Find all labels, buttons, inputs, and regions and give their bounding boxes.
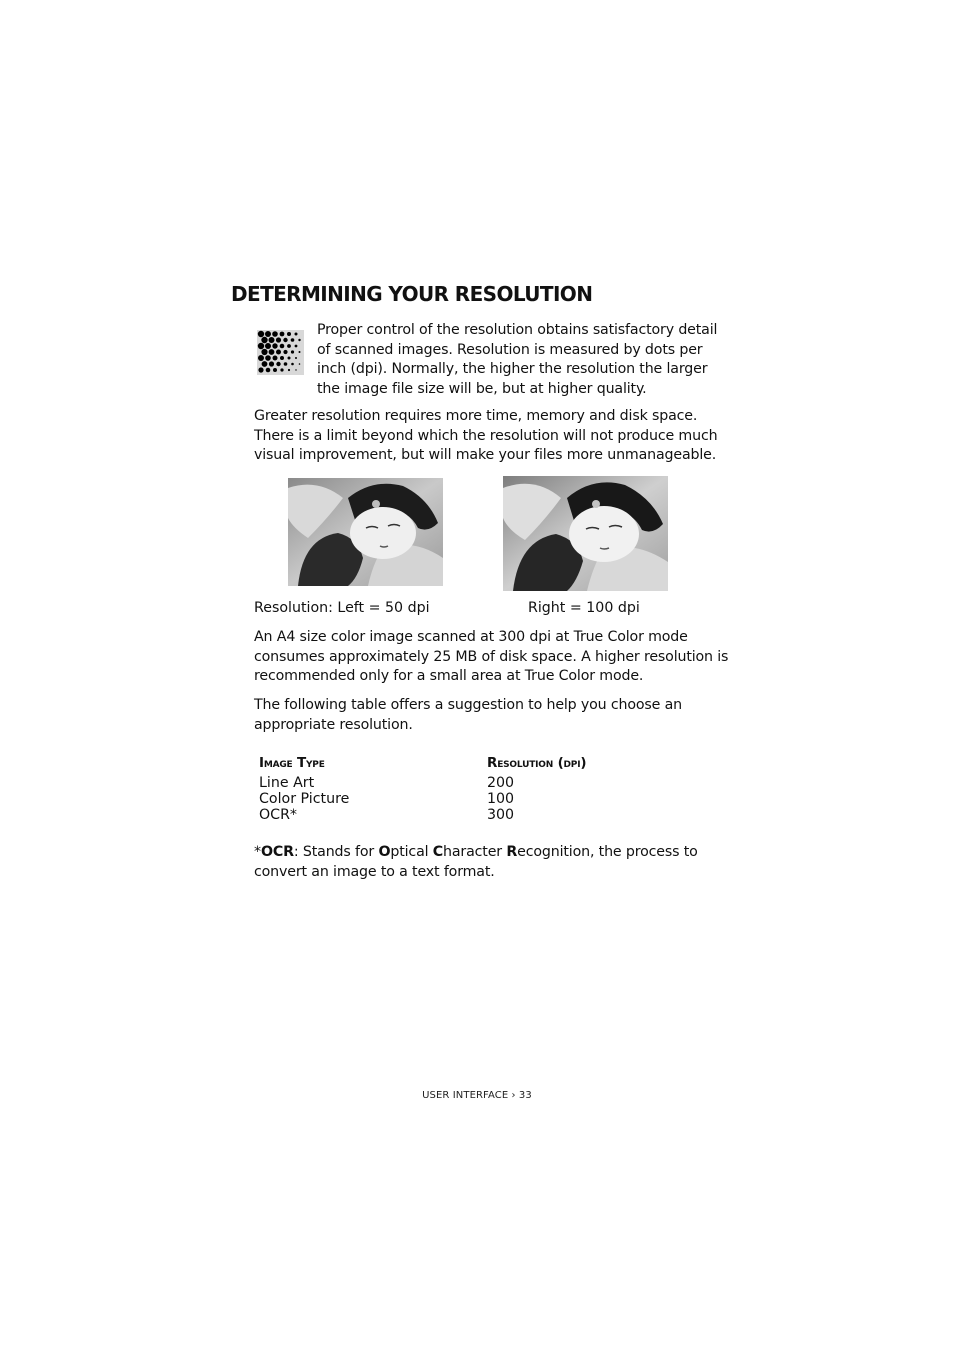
a4-disk-space-paragraph: An A4 size color image scanned at 300 dpi at True Color mode consumes approximately 25 MB of disk space. A higher resolution is recommended only for a small area at True Color mode. bbox=[254, 629, 729, 684]
table-cell-type: Color Picture bbox=[259, 791, 350, 807]
greater-resolution-paragraph: Greater resolution requires more time, memory and disk space. There is a limit beyond which the resolution will not produce much visual improvement, but will make your files more unmanageable. bbox=[254, 408, 718, 463]
page-footer: USER INTERFACE › 33 bbox=[422, 1090, 532, 1101]
table-cell-type: Line Art bbox=[259, 775, 315, 791]
halftone-dots-icon bbox=[257, 330, 304, 375]
caption-right: Right = 100 dpi bbox=[528, 600, 640, 616]
table-cell-type: OCR* bbox=[259, 807, 298, 823]
table-cell-resolution: 200 bbox=[487, 775, 515, 791]
caption-left: Resolution: Left = 50 dpi bbox=[254, 600, 430, 616]
sleeping-baby-photo-100dpi bbox=[503, 476, 668, 591]
table-cell-resolution: 300 bbox=[487, 807, 515, 823]
table-cell-resolution: 100 bbox=[487, 791, 515, 807]
column-header-resolution: Resolution (dpi) bbox=[487, 755, 587, 771]
intro-paragraph: Proper control of the resolution obtains satisfactory detail of scanned images. Resolution is measured by dots per inch (dpi). Normally, the higher the resolution the larger the image file size will be, but at higher quality. bbox=[317, 322, 718, 397]
ocr-footnote: *OCR: Stands for Optical Character Recognition, the process to convert an image to a text format. bbox=[254, 844, 698, 880]
page-title: DETERMINING YOUR RESOLUTION bbox=[231, 282, 593, 306]
sleeping-baby-photo-50dpi bbox=[288, 478, 443, 586]
table-intro-paragraph: The following table offers a suggestion to help you choose an appropriate resolution. bbox=[254, 697, 682, 733]
column-header-image-type: Image Type bbox=[259, 755, 325, 771]
